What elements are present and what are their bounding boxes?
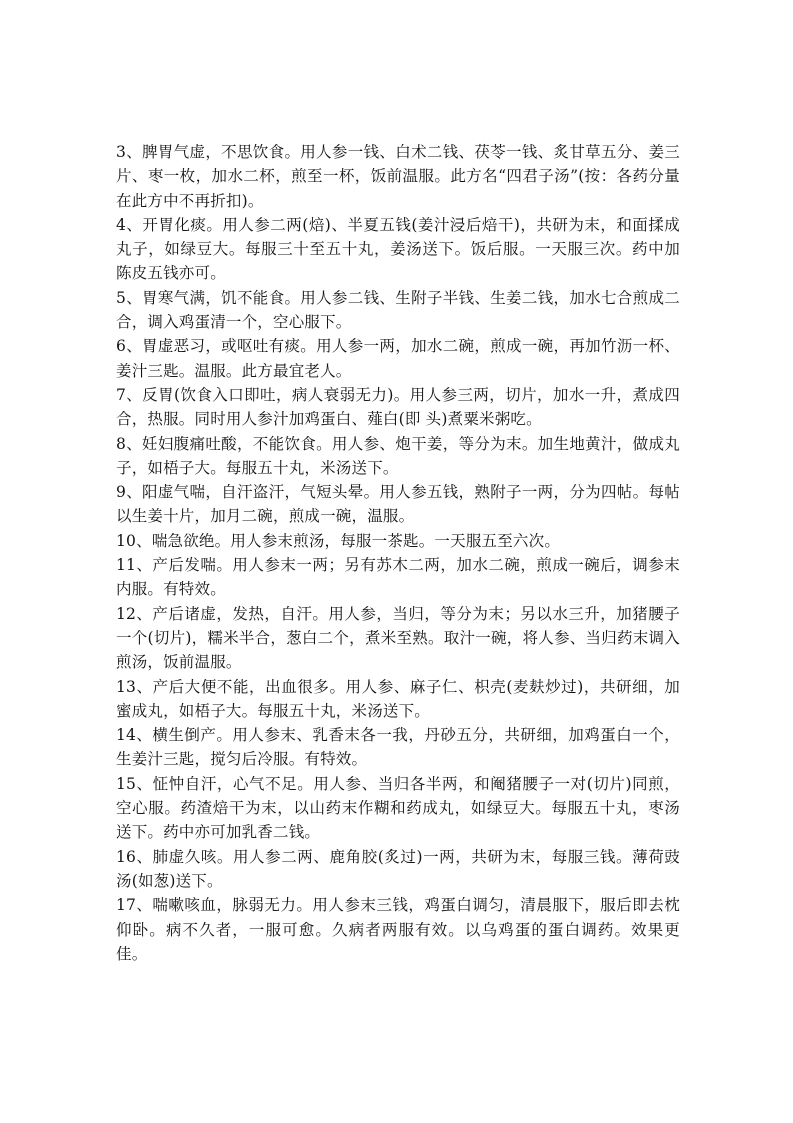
paragraph-15: 15、怔忡自汗，心气不足。用人参、当归各半两，和阉猪腰子一对(切片)同煎，空心服。药渣焙干为末，以山药末作糊和药成丸，如绿豆大。每服五十丸，枣汤送下。药中亦可加乳香二钱。 [116,774,680,842]
paragraph-4: 4、开胃化痰。用人参二两(焙)、半夏五钱(姜汁浸后焙干)，共研为末，和面揉成丸子，如绿豆大。每服三十至五十丸，姜汤送下。饭后服。一天服三次。药中加陈皮五钱亦可。 [116,215,680,283]
paragraph-14: 14、横生倒产。用人参末、乳香末各一我，丹砂五分，共研细，加鸡蛋白一个，生姜汁三匙，搅匀后冷服。有特效。 [116,726,680,769]
paragraph-17: 17、喘嗽咳血，脉弱无力。用人参末三钱，鸡蛋白调匀，清晨服下，服后即去枕仰卧。病不久者，一服可愈。久病者两服有效。以乌鸡蛋的蛋白调药。效果更佳。 [116,896,680,963]
paragraph-6: 6、胃虚恶习，或呕吐有痰。用人参一两，加水二碗，煎成一碗，再加竹沥一杯、姜汁三匙。温服。此方最宜老人。 [116,337,680,380]
paragraph-5: 5、胃寒气满，饥不能食。用人参二钱、生附子半钱、生姜二钱，加水七合煎成二合，调入鸡蛋清一个，空心服下。 [116,288,680,332]
paragraph-11: 11、产后发喘。用人参末一两；另有苏木二两，加水二碗，煎成一碗后，调参末内服。有特效。 [116,556,680,599]
paragraph-10: 10、喘急欲绝。用人参末煎汤，每服一茶匙。一天服五至六次。 [116,531,561,550]
paragraph-9: 9、阳虚气喘，自汗盗汗，气短头晕。用人参五钱，熟附子一两，分为四帖。每帖以生姜十片，加月二碗，煎成一碗，温服。 [116,483,680,526]
paragraph-8: 8、妊妇腹痛吐酸，不能饮食。用人参、炮干姜，等分为末。加生地黄汁，做成丸子，如梧子大。每服五十丸，米汤送下。 [116,434,680,477]
paragraph-7: 7、反胃(饮食入口即吐，病人衰弱无力)。用人参三两，切片，加水一升，煮成四合，热服。同时用人参汁加鸡蛋白、薤白(即 头)煮粟米粥吃。 [116,385,680,429]
paragraph-3: 3、脾胃气虚，不思饮食。用人参一钱、白术二钱、茯苓一钱、炙甘草五分、姜三片、枣一枚，加水二杯，煎至一杯，饭前温服。此方名“四君子汤”(按：各药分量在此方中不再折扣)。 [116,143,680,210]
document-body [116,140,680,966]
paragraph-16: 16、肺虚久咳。用人参二两、鹿角胶(炙过)一两，共研为末，每服三钱。薄荷豉汤(如葱)送下。 [116,847,680,890]
paragraph-12: 12、产后诸虚，发热，自汗。用人参，当归，等分为末；另以水三升，加猪腰子一个(切片)，糯米半合，葱白二个，煮米至熟。取汁一碗，将人参、当归药末调入煎汤，饭前温服。 [116,604,680,672]
paragraph-13: 13、产后大便不能，出血很多。用人参、麻子仁、枳壳(麦麸炒过)，共研细，加蜜成丸，如梧子大。每服五十丸，米汤送下。 [116,677,680,720]
